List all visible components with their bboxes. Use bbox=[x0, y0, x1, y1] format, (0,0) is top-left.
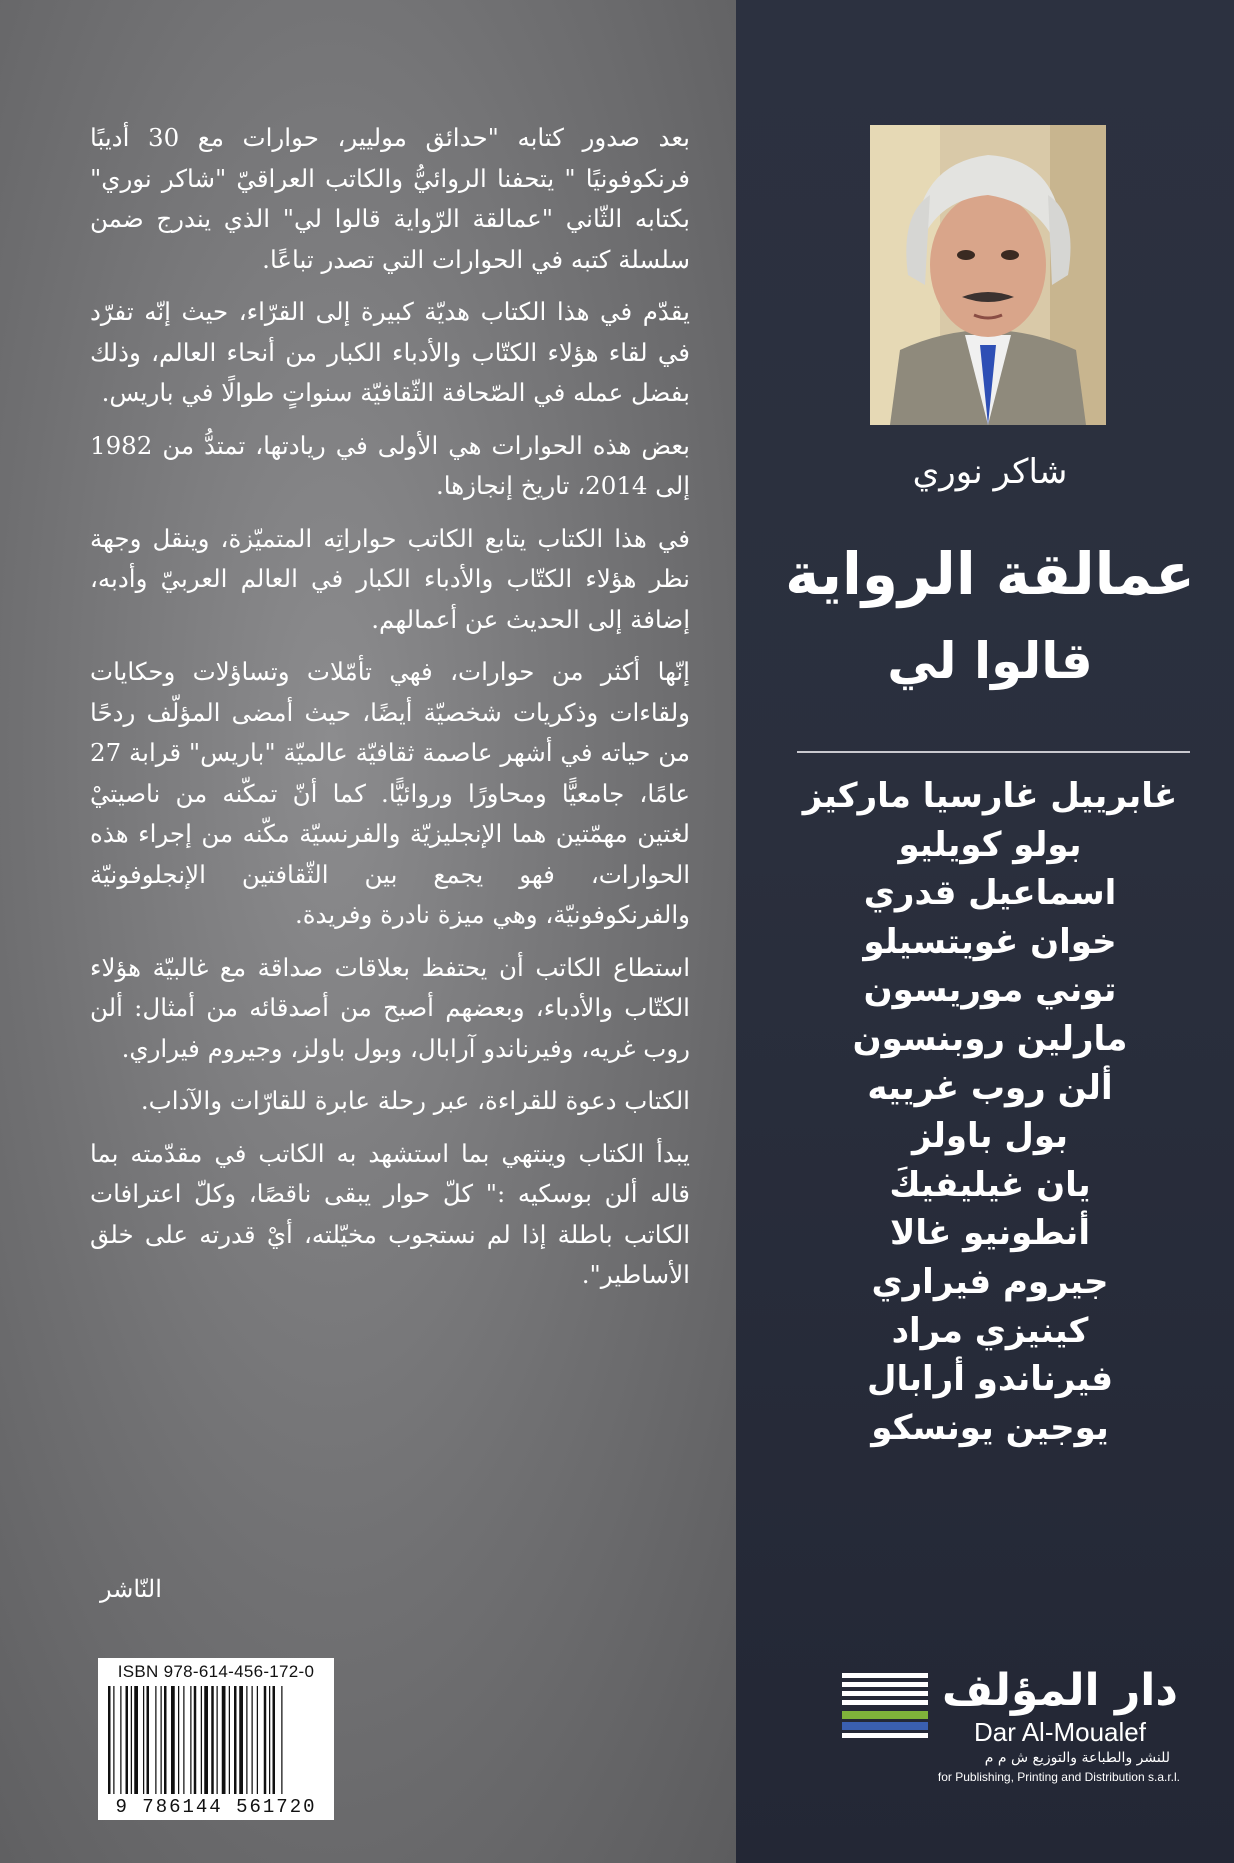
interviewee-name: يان غيليفيكَ bbox=[889, 1164, 1091, 1205]
author-name: شاكر نوري bbox=[912, 452, 1068, 492]
blurb-paragraph: يبدأ الكتاب وينتهي بما استشهد به الكاتب في مقدّمته بما قاله ألن بوسكيه :" كلّ حوار يبقى ناقصًا، وكلّ اعترافات الكاتب باطلة إذا لم نستجوب مخيّلته، أيْ قدرته على خلق الأساطير". bbox=[90, 1138, 690, 1289]
interviewee-name: كينيزي مراد bbox=[891, 1310, 1089, 1351]
interviewee-name: أنطونيو غالا bbox=[890, 1213, 1090, 1254]
interviewee-name: غابرييل غارسيا ماركيز bbox=[802, 776, 1178, 816]
publisher-tagline-en: for Publishing, Printing and Distribution s.a.r.l. bbox=[937, 1770, 1180, 1784]
publisher-signature: النّاشر bbox=[100, 1575, 162, 1603]
publisher-logo bbox=[840, 1665, 1180, 1785]
blurb-paragraph: إنّها أكثر من حوارات، فهي تأمّلات وتساؤلات وحكايات ولقاءات وذكريات شخصيّة أيضًا، حيث أمضى المؤلّف ردحًا من حياته في أشهر عاصمة ثقافيّة عالميّة "باريس" قرابة 27 عامًا، جامعيًّا ومحاورًا وروائيًّا. كما أنّ تمكّنه من ناصيتيْ لغتين مهمّتين هما الإنجليزيّة والفرنسيّة مكّنه من إجراء هذه الحوارات، فهو يجمع بين الثّقافتين الإنجلوفونيّة والفرنكوفونيّة، وهي ميزة نادرة وفريدة. bbox=[90, 657, 690, 929]
book-stack-icon bbox=[840, 1665, 930, 1745]
author-photo bbox=[870, 125, 1106, 425]
interviewee-name: مارلين روبنسون bbox=[852, 1018, 1128, 1059]
interviewee-name: يوجين يونسكو bbox=[871, 1407, 1109, 1448]
interviewee-name: ألن روب غرييه bbox=[867, 1067, 1113, 1108]
blurb-paragraph: يقدّم في هذا الكتاب هديّة كبيرة إلى القرّاء، حيث إنّه تفرّد في لقاء هؤلاء الكتّاب والأدباء الكبار من أنحاء العالم، وذلك بفضل عمله في الصّحافة الثّقافيّة سنواتٍ طوالًا في باريس. bbox=[90, 297, 690, 407]
interviewee-name: اسماعيل قدري bbox=[863, 873, 1117, 914]
blurb-paragraph: استطاع الكاتب أن يحتفظ بعلاقات صداقة مع غالبيّة هؤلاء الكتّاب والأدباء، وبعضهم أصبح من أصدقائه من أمثال: ألن روب غريه، وفيرناندو آرابال، وبول باولز، وجيروم فيراري. bbox=[90, 952, 690, 1063]
barcode-digits: 9 786144 561720 bbox=[115, 1796, 317, 1818]
interviewee-name: خوان غويتسيلو bbox=[863, 921, 1117, 962]
publisher-tagline-ar: للنشر والطباعة والتوزيع ش م م bbox=[984, 1750, 1170, 1766]
blurb-paragraph: بعض هذه الحوارات هي الأولى في ريادتها، تمتدُّ من 1982 إلى 2014، تاريخ إنجازها. bbox=[90, 430, 690, 500]
interviewee-name: فيرناندو أرابال bbox=[866, 1359, 1114, 1400]
interviewee-name: توني موريسون bbox=[863, 970, 1117, 1011]
isbn-label: ISBN 978-614-456-172-0 bbox=[117, 1662, 315, 1681]
publisher-name-en: Dar Al-Moualef bbox=[974, 1717, 1146, 1747]
interviewee-name: بولو كويليو bbox=[898, 824, 1082, 865]
book-subtitle: قالوا لي bbox=[887, 632, 1093, 690]
book-title: عمالقة الرواية bbox=[785, 540, 1195, 608]
publisher-name-ar: دار المؤلف bbox=[942, 1665, 1178, 1716]
interviewee-list bbox=[790, 772, 1190, 1452]
blurb-paragraph: الكتاب دعوة للقراءة، عبر رحلة عابرة للقارّات والآداب. bbox=[140, 1086, 690, 1115]
interviewee-name: جيروم فيراري bbox=[871, 1261, 1109, 1302]
blurb-paragraph: في هذا الكتاب يتابع الكاتب حواراتِه المتميّزة، وينقل وجهة نظر هؤلاء الكتّاب والأدباء الكبار في العالم العربيّ وأدبه، إضافة إلى الحديث عن أعمالهم. bbox=[90, 523, 690, 634]
divider bbox=[797, 751, 1190, 753]
isbn-barcode bbox=[98, 1658, 334, 1820]
blurb-paragraph: بعد صدور كتابه "حدائق موليير، حوارات مع 30 أديبًا فرنكوفونيًا " يتحفنا الروائيُّ والكاتب العراقيّ "شاكر نوري" بكتابه الثّاني "عمالقة الرّواية قالوا لي" الذي يندرج ضمن سلسلة كتبه في الحوارات التي تصدر تباعًا. bbox=[90, 123, 690, 274]
blurb-text bbox=[90, 118, 690, 1308]
interviewee-name: بول باولز bbox=[911, 1116, 1068, 1157]
barcode-bars bbox=[108, 1686, 324, 1794]
